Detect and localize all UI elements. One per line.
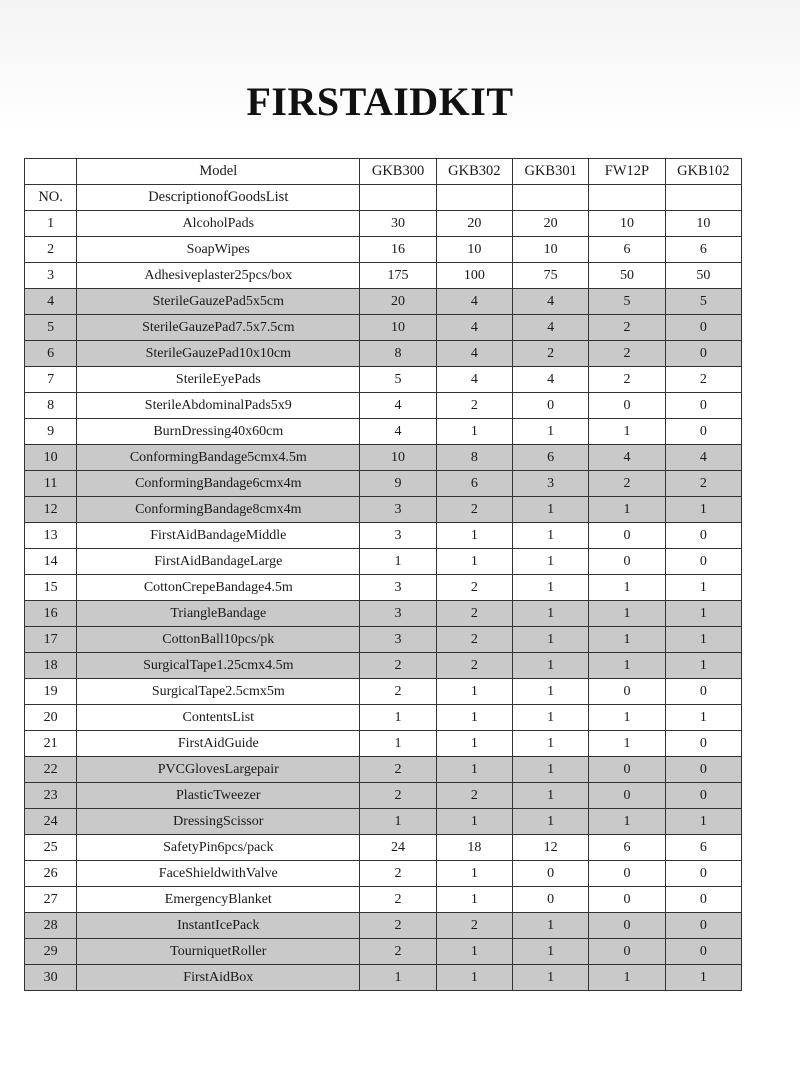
model-fw12p: FW12P	[589, 159, 665, 185]
row-number: 28	[25, 913, 77, 939]
item-description: SoapWipes	[77, 237, 360, 263]
quantity-cell: 100	[436, 263, 512, 289]
row-number: 5	[25, 315, 77, 341]
quantity-cell: 1	[513, 939, 589, 965]
quantity-cell: 1	[513, 913, 589, 939]
quantity-cell: 1	[436, 731, 512, 757]
quantity-cell: 1	[665, 627, 741, 653]
quantity-cell: 6	[665, 835, 741, 861]
quantity-cell: 2	[513, 341, 589, 367]
quantity-cell: 0	[665, 887, 741, 913]
quantity-cell: 5	[665, 289, 741, 315]
item-description: TriangleBandage	[77, 601, 360, 627]
table-row	[25, 887, 742, 913]
quantity-cell: 1	[360, 965, 436, 991]
quantity-cell: 1	[513, 783, 589, 809]
item-description: FirstAidBandageMiddle	[77, 523, 360, 549]
quantity-cell: 0	[513, 887, 589, 913]
table-row	[25, 627, 742, 653]
quantity-cell: 20	[436, 211, 512, 237]
row-number: 12	[25, 497, 77, 523]
quantity-cell: 2	[360, 757, 436, 783]
quantity-cell: 1	[665, 653, 741, 679]
quantity-cell: 2	[360, 939, 436, 965]
header-empty-cell	[589, 185, 665, 211]
quantity-cell: 12	[513, 835, 589, 861]
quantity-cell: 1	[513, 809, 589, 835]
quantity-cell: 1	[513, 679, 589, 705]
document-title: FIRSTAIDKIT	[246, 79, 514, 124]
table-row	[25, 861, 742, 887]
quantity-cell: 0	[589, 939, 665, 965]
quantity-cell: 2	[589, 367, 665, 393]
table-row	[25, 939, 742, 965]
quantity-cell: 3	[360, 601, 436, 627]
quantity-cell: 1	[513, 705, 589, 731]
table-row	[25, 731, 742, 757]
quantity-cell: 0	[665, 861, 741, 887]
item-description: PlasticTweezer	[77, 783, 360, 809]
item-description: FirstAidBox	[77, 965, 360, 991]
quantity-cell: 2	[436, 627, 512, 653]
quantity-cell: 2	[665, 367, 741, 393]
quantity-cell: 10	[665, 211, 741, 237]
description-label: DescriptionofGoodsList	[77, 185, 360, 211]
quantity-cell: 1	[589, 965, 665, 991]
row-number: 4	[25, 289, 77, 315]
quantity-cell: 4	[513, 289, 589, 315]
quantity-cell: 0	[665, 757, 741, 783]
table-row	[25, 653, 742, 679]
quantity-cell: 2	[360, 679, 436, 705]
quantity-cell: 2	[360, 783, 436, 809]
quantity-cell: 1	[665, 601, 741, 627]
quantity-cell: 1	[589, 731, 665, 757]
item-description: SafetyPin6pcs/pack	[77, 835, 360, 861]
quantity-cell: 4	[436, 367, 512, 393]
table-row	[25, 341, 742, 367]
quantity-cell: 1	[665, 575, 741, 601]
quantity-cell: 0	[589, 549, 665, 575]
quantity-cell: 3	[513, 471, 589, 497]
quantity-cell: 4	[436, 341, 512, 367]
quantity-cell: 2	[360, 653, 436, 679]
table-row	[25, 757, 742, 783]
item-description: SterileGauzePad10x10cm	[77, 341, 360, 367]
quantity-cell: 24	[360, 835, 436, 861]
quantity-cell: 0	[665, 419, 741, 445]
table-row	[25, 393, 742, 419]
table-row	[25, 419, 742, 445]
quantity-cell: 6	[513, 445, 589, 471]
quantity-cell: 1	[513, 523, 589, 549]
quantity-cell: 4	[360, 419, 436, 445]
quantity-cell: 1	[513, 601, 589, 627]
quantity-cell: 16	[360, 237, 436, 263]
quantity-cell: 1	[360, 549, 436, 575]
model-gkb300: GKB300	[360, 159, 436, 185]
table-row	[25, 601, 742, 627]
quantity-cell: 6	[589, 237, 665, 263]
row-number: 1	[25, 211, 77, 237]
goods-table	[24, 158, 742, 991]
quantity-cell: 1	[513, 757, 589, 783]
quantity-cell: 0	[665, 523, 741, 549]
quantity-cell: 2	[436, 393, 512, 419]
quantity-cell: 6	[665, 237, 741, 263]
quantity-cell: 1	[589, 497, 665, 523]
quantity-cell: 10	[589, 211, 665, 237]
table-row	[25, 809, 742, 835]
quantity-cell: 1	[589, 419, 665, 445]
quantity-cell: 0	[665, 315, 741, 341]
item-description: ContentsList	[77, 705, 360, 731]
quantity-cell: 1	[589, 601, 665, 627]
table-row	[25, 783, 742, 809]
quantity-cell: 0	[665, 393, 741, 419]
model-gkb102: GKB102	[665, 159, 741, 185]
quantity-cell: 1	[513, 653, 589, 679]
header-empty-cell	[665, 185, 741, 211]
quantity-cell: 1	[665, 809, 741, 835]
quantity-cell: 4	[513, 315, 589, 341]
item-description: SterileEyePads	[77, 367, 360, 393]
quantity-cell: 2	[436, 497, 512, 523]
item-description: FaceShieldwithValve	[77, 861, 360, 887]
header-blank-cell	[25, 159, 77, 185]
quantity-cell: 2	[436, 601, 512, 627]
item-description: CottonBall10pcs/pk	[77, 627, 360, 653]
quantity-cell: 4	[436, 315, 512, 341]
table-row	[25, 575, 742, 601]
item-description: SterileGauzePad5x5cm	[77, 289, 360, 315]
item-description: SurgicalTape1.25cmx4.5m	[77, 653, 360, 679]
quantity-cell: 4	[436, 289, 512, 315]
row-number: 9	[25, 419, 77, 445]
quantity-cell: 0	[589, 523, 665, 549]
quantity-cell: 1	[360, 731, 436, 757]
quantity-cell: 1	[589, 809, 665, 835]
quantity-cell: 1	[513, 549, 589, 575]
row-number: 18	[25, 653, 77, 679]
item-description: CottonCrepeBandage4.5m	[77, 575, 360, 601]
item-description: SterileAbdominalPads5x9	[77, 393, 360, 419]
quantity-cell: 175	[360, 263, 436, 289]
quantity-cell: 0	[589, 679, 665, 705]
item-description: FirstAidGuide	[77, 731, 360, 757]
quantity-cell: 0	[589, 393, 665, 419]
row-number: 17	[25, 627, 77, 653]
quantity-cell: 4	[589, 445, 665, 471]
row-number: 3	[25, 263, 77, 289]
quantity-cell: 6	[589, 835, 665, 861]
quantity-cell: 1	[436, 523, 512, 549]
table-row	[25, 523, 742, 549]
quantity-cell: 1	[436, 809, 512, 835]
quantity-cell: 4	[513, 367, 589, 393]
quantity-cell: 1	[513, 419, 589, 445]
table-row	[25, 913, 742, 939]
table-row	[25, 237, 742, 263]
table-row	[25, 497, 742, 523]
row-number: 26	[25, 861, 77, 887]
quantity-cell: 2	[665, 471, 741, 497]
table-row	[25, 445, 742, 471]
quantity-cell: 8	[436, 445, 512, 471]
table-row	[25, 965, 742, 991]
row-number: 8	[25, 393, 77, 419]
quantity-cell: 1	[665, 965, 741, 991]
item-description: PVCGlovesLargepair	[77, 757, 360, 783]
quantity-cell: 3	[360, 497, 436, 523]
quantity-cell: 2	[360, 887, 436, 913]
quantity-cell: 10	[436, 237, 512, 263]
quantity-cell: 9	[360, 471, 436, 497]
quantity-cell: 1	[665, 497, 741, 523]
row-number: 7	[25, 367, 77, 393]
quantity-cell: 1	[589, 705, 665, 731]
quantity-cell: 1	[513, 731, 589, 757]
quantity-cell: 0	[665, 939, 741, 965]
table-row	[25, 211, 742, 237]
item-description: AlcoholPads	[77, 211, 360, 237]
quantity-cell: 1	[436, 757, 512, 783]
quantity-cell: 2	[436, 653, 512, 679]
item-description: ConformingBandage5cmx4.5m	[77, 445, 360, 471]
item-description: DressingScissor	[77, 809, 360, 835]
quantity-cell: 20	[513, 211, 589, 237]
quantity-cell: 5	[360, 367, 436, 393]
quantity-cell: 1	[513, 965, 589, 991]
model-gkb301: GKB301	[513, 159, 589, 185]
quantity-cell: 30	[360, 211, 436, 237]
quantity-cell: 2	[589, 315, 665, 341]
item-description: ConformingBandage8cmx4m	[77, 497, 360, 523]
quantity-cell: 0	[589, 861, 665, 887]
row-number: 25	[25, 835, 77, 861]
quantity-cell: 8	[360, 341, 436, 367]
quantity-cell: 1	[436, 939, 512, 965]
quantity-cell: 0	[513, 861, 589, 887]
row-number: 13	[25, 523, 77, 549]
item-description: SurgicalTape2.5cmx5m	[77, 679, 360, 705]
quantity-cell: 0	[665, 679, 741, 705]
table-row	[25, 471, 742, 497]
row-number: 29	[25, 939, 77, 965]
quantity-cell: 50	[589, 263, 665, 289]
quantity-cell: 75	[513, 263, 589, 289]
no-label: NO.	[25, 185, 77, 211]
item-description: ConformingBandage6cmx4m	[77, 471, 360, 497]
quantity-cell: 0	[589, 757, 665, 783]
item-description: BurnDressing40x60cm	[77, 419, 360, 445]
table-row	[25, 289, 742, 315]
row-number: 6	[25, 341, 77, 367]
row-number: 16	[25, 601, 77, 627]
quantity-cell: 1	[360, 809, 436, 835]
quantity-cell: 1	[436, 679, 512, 705]
quantity-cell: 4	[360, 393, 436, 419]
quantity-cell: 1	[360, 705, 436, 731]
row-number: 15	[25, 575, 77, 601]
header-empty-cell	[436, 185, 512, 211]
row-number: 24	[25, 809, 77, 835]
quantity-cell: 10	[513, 237, 589, 263]
item-description: Adhesiveplaster25pcs/box	[77, 263, 360, 289]
quantity-cell: 0	[665, 913, 741, 939]
table-row	[25, 549, 742, 575]
item-description: InstantIcePack	[77, 913, 360, 939]
quantity-cell: 1	[589, 575, 665, 601]
quantity-cell: 3	[360, 627, 436, 653]
quantity-cell: 0	[589, 887, 665, 913]
quantity-cell: 1	[436, 419, 512, 445]
table-row	[25, 835, 742, 861]
row-number: 22	[25, 757, 77, 783]
quantity-cell: 1	[436, 861, 512, 887]
item-description: TourniquetRoller	[77, 939, 360, 965]
quantity-cell: 1	[513, 627, 589, 653]
table-row	[25, 367, 742, 393]
quantity-cell: 1	[589, 653, 665, 679]
model-gkb302: GKB302	[436, 159, 512, 185]
quantity-cell: 20	[360, 289, 436, 315]
quantity-cell: 0	[665, 731, 741, 757]
row-number: 14	[25, 549, 77, 575]
item-description: SterileGauzePad7.5x7.5cm	[77, 315, 360, 341]
quantity-cell: 6	[436, 471, 512, 497]
quantity-cell: 0	[665, 341, 741, 367]
quantity-cell: 1	[513, 575, 589, 601]
quantity-cell: 10	[360, 315, 436, 341]
model-header-row	[25, 159, 742, 185]
quantity-cell: 1	[665, 705, 741, 731]
header-empty-cell	[360, 185, 436, 211]
quantity-cell: 0	[513, 393, 589, 419]
quantity-cell: 2	[360, 913, 436, 939]
row-number: 27	[25, 887, 77, 913]
table-row	[25, 263, 742, 289]
item-description: EmergencyBlanket	[77, 887, 360, 913]
row-number: 2	[25, 237, 77, 263]
quantity-cell: 2	[436, 575, 512, 601]
row-number: 21	[25, 731, 77, 757]
quantity-cell: 2	[589, 471, 665, 497]
quantity-cell: 4	[665, 445, 741, 471]
row-number: 19	[25, 679, 77, 705]
quantity-cell: 2	[589, 341, 665, 367]
quantity-cell: 1	[436, 887, 512, 913]
quantity-cell: 0	[589, 783, 665, 809]
quantity-cell: 2	[436, 913, 512, 939]
table-row	[25, 315, 742, 341]
quantity-cell: 1	[513, 497, 589, 523]
quantity-cell: 1	[589, 627, 665, 653]
quantity-cell: 1	[436, 965, 512, 991]
quantity-cell: 0	[665, 783, 741, 809]
row-number: 20	[25, 705, 77, 731]
quantity-cell: 3	[360, 575, 436, 601]
quantity-cell: 0	[589, 913, 665, 939]
quantity-cell: 50	[665, 263, 741, 289]
header-empty-cell	[513, 185, 589, 211]
quantity-cell: 2	[360, 861, 436, 887]
table-row	[25, 679, 742, 705]
quantity-cell: 10	[360, 445, 436, 471]
description-header-row	[25, 185, 742, 211]
quantity-cell: 0	[665, 549, 741, 575]
table-row	[25, 705, 742, 731]
quantity-cell: 2	[436, 783, 512, 809]
row-number: 10	[25, 445, 77, 471]
quantity-cell: 1	[436, 549, 512, 575]
quantity-cell: 5	[589, 289, 665, 315]
model-label: Model	[77, 159, 360, 185]
row-number: 30	[25, 965, 77, 991]
quantity-cell: 1	[436, 705, 512, 731]
row-number: 23	[25, 783, 77, 809]
quantity-cell: 3	[360, 523, 436, 549]
item-description: FirstAidBandageLarge	[77, 549, 360, 575]
row-number: 11	[25, 471, 77, 497]
quantity-cell: 18	[436, 835, 512, 861]
